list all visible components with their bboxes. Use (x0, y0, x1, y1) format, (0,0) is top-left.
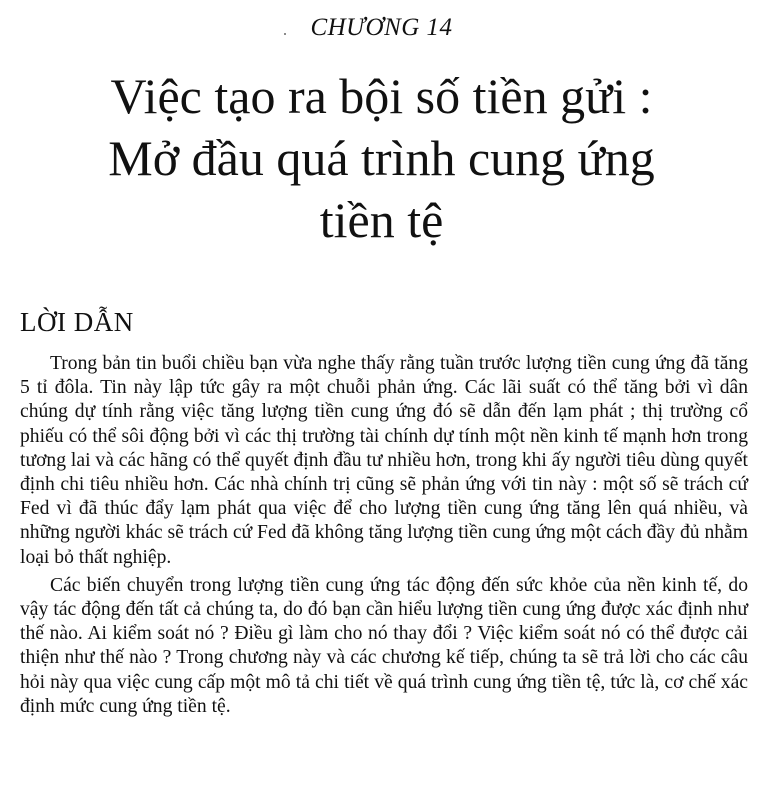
chapter-title-line-1: Việc tạo ra bội số tiền gửi : (110, 68, 653, 124)
paragraph-2: Các biến chuyển trong lượng tiền cung ứng tác động đến sức khỏe của nền kinh tế, do vậy tác động đến tất cả chúng ta, do đó bạn cần hiểu lượng tiền cung ứng được xác định như thế nào. Ai kiểm soát nó ? Điều gì làm cho nó thay đổi ? Việc kiểm soát nó có thể được cải thiện như thế nào ? Trong chương này và các chương kế tiếp, chúng ta sẽ trả lời cho các câu hỏi này qua việc cung cấp một mô tả chi tiết về quá trình cung ứng tiền tệ, tức là, cơ chế xác định mức cung ứng tiền tệ. (20, 574, 748, 717)
paragraph-1: Trong bản tin buổi chiều bạn vừa nghe thấy rằng tuần trước lượng tiền cung ứng đã tăng 5 tỉ đôla. Tin này lập tức gây ra một chuỗi phản ứng. Các lãi suất có thể tăng bởi vì dân chúng dự tính rằng việc tăng lượng tiền cung ứng đó sẽ dẫn đến lạm phát ; thị trường cổ phiếu có thể sôi động bởi vì các thị trường tài chính dự tính một nền kinh tế mạnh hơn trong tương lai và các hãng có thể quyết định đầu tư nhiều hơn, trong khi ấy người tiêu dùng quyết định chi tiêu nhiều hơn. Các nhà chính trị cũng sẽ phản ứng với tin này : một số sẽ trách cứ Fed vì đã thúc đẩy lạm phát qua việc để cho lượng tiền cung ứng tăng lên quá nhiều, và những người khác sẽ trách cứ Fed đã không tăng lượng tiền cung ứng một cách đầy đủ nhằm loại bỏ thất nghiệp. (20, 353, 748, 568)
section-heading: LỜI DẪN (20, 307, 134, 337)
chapter-title-line-3: tiền tệ (319, 192, 444, 248)
body-text (20, 352, 748, 723)
chapter-label: CHƯƠNG 14 (310, 14, 453, 41)
chapter-title (40, 65, 723, 251)
chapter-title-line-2: Mở đầu quá trình cung ứng (108, 130, 655, 186)
